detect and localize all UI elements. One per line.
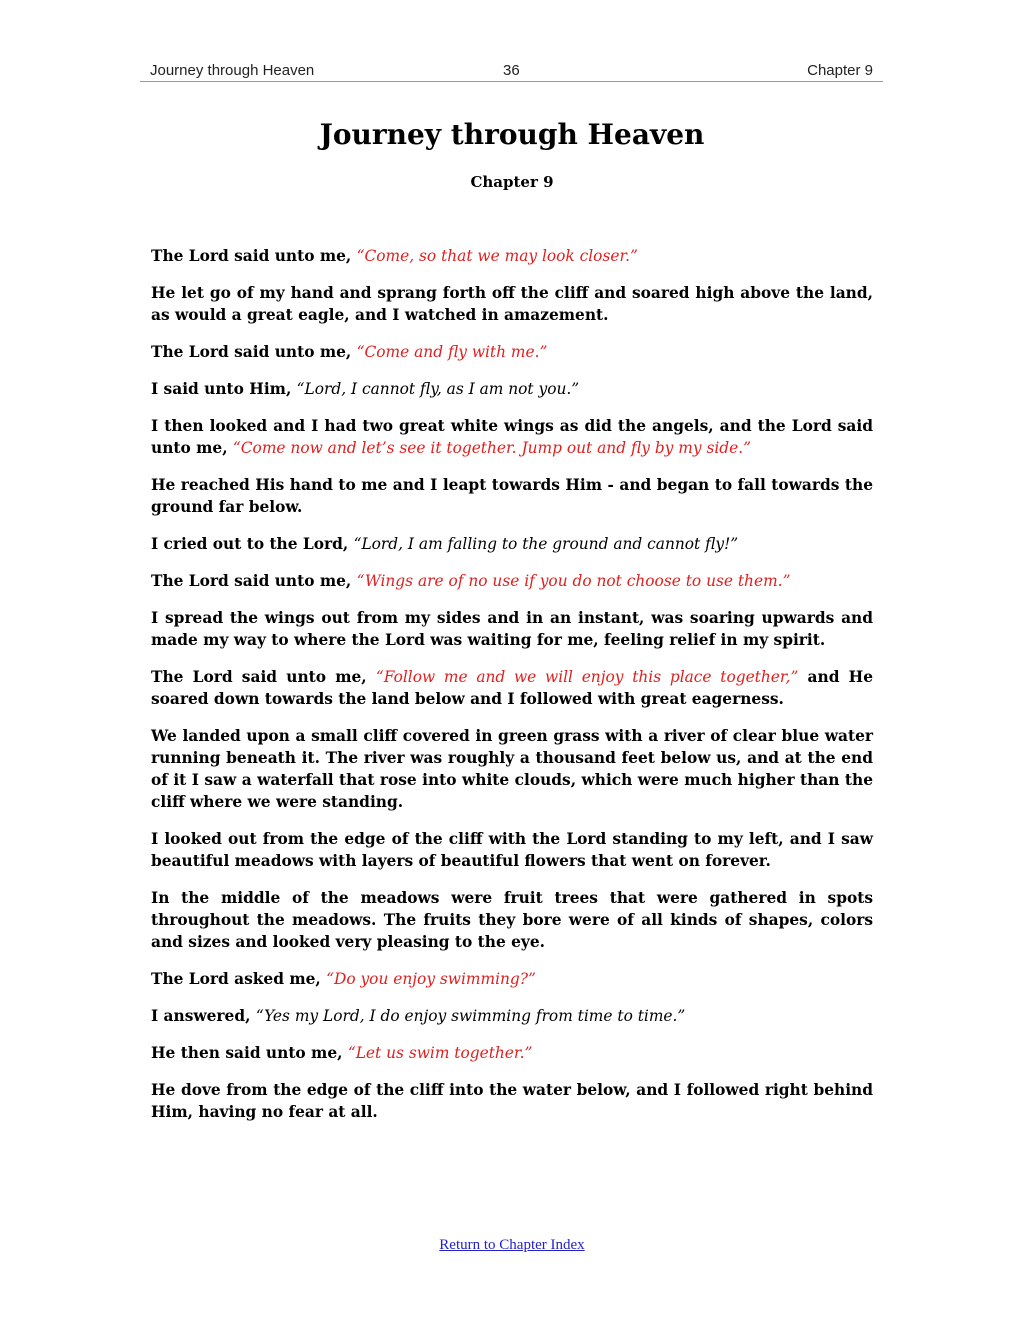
paragraph-text: He dove from the edge of the cliff into the water below, and I followed right behind Him, having no fear at all.	[151, 1081, 873, 1121]
paragraph	[151, 1042, 873, 1064]
lord-quote: “Come, so that we may look closer.”	[356, 247, 638, 265]
lord-quote: “Wings are of no use if you do not choose to use them.”	[356, 572, 791, 590]
paragraph-text: The Lord said unto me,	[151, 572, 357, 590]
paragraph-text: The Lord said unto me,	[151, 247, 357, 265]
paragraph-text-after: and He soared down towards the land below and I followed with great eagerness.	[151, 668, 873, 708]
paragraph-text: The Lord asked me,	[151, 970, 327, 988]
narrator-quote: “Lord, I am falling to the ground and cannot fly!”	[353, 535, 739, 553]
lord-quote: “Follow me and we will enjoy this place together,”	[375, 668, 799, 686]
paragraph	[151, 725, 873, 813]
paragraph-text: He reached His hand to me and I leapt towards Him - and began to fall towards the ground far below.	[151, 476, 873, 516]
paragraph-text: He let go of my hand and sprang forth off the cliff and soared high above the land, as would a great eagle, and I watched in amazement.	[151, 284, 873, 324]
return-to-chapter-index-link[interactable]: Return to Chapter Index	[439, 1237, 585, 1253]
paragraph	[151, 533, 873, 555]
paragraph	[151, 378, 873, 400]
paragraph-text: We landed upon a small cliff covered in green grass with a river of clear blue water running beneath it. The river was roughly a thousand feet below us, and at the end of it I saw a waterfall that rose into white clouds, which were much higher than the cliff where we were standing.	[151, 727, 873, 811]
paragraph	[151, 474, 873, 518]
chapter-body	[151, 245, 873, 1138]
paragraph	[151, 887, 873, 953]
paragraph	[151, 570, 873, 592]
paragraph-text: I said unto Him,	[151, 380, 297, 398]
paragraph-text: He then said unto me,	[151, 1044, 348, 1062]
header-chapter: Chapter 9	[807, 62, 873, 79]
paragraph-text: The Lord said unto me,	[151, 343, 357, 361]
paragraph-text: I cried out to the Lord,	[151, 535, 354, 553]
paragraph	[151, 1005, 873, 1027]
chapter-subtitle: Chapter 9	[470, 173, 554, 191]
paragraph-text: In the middle of the meadows were fruit trees that were gathered in spots throughout the meadows. The fruits they bore were of all kinds of shapes, colors and sizes and looked very pleasing to the eye.	[151, 889, 873, 951]
paragraph-text: I then looked and I had two great white wings as did the angels, and the Lord said unto me,	[151, 417, 873, 457]
header-page-number: 36	[503, 62, 520, 79]
paragraph	[151, 828, 873, 872]
paragraph	[151, 968, 873, 990]
page-title: Journey through Heaven	[319, 118, 705, 151]
paragraph	[151, 415, 873, 459]
paragraph	[151, 666, 873, 710]
running-header	[140, 60, 883, 82]
narrator-quote: “Lord, I cannot fly, as I am not you.”	[296, 380, 580, 398]
paragraph	[151, 1079, 873, 1123]
lord-quote: “Come now and let’s see it together. Jump out and fly by my side.”	[232, 439, 751, 457]
lord-quote: “Come and fly with me.”	[356, 343, 548, 361]
header-book-title: Journey through Heaven	[150, 62, 315, 79]
paragraph-text: I spread the wings out from my sides and in an instant, was soaring upwards and made my way to where the Lord was waiting for me, feeling relief in my spirit.	[151, 609, 873, 649]
lord-quote: “Let us swim together.”	[347, 1044, 533, 1062]
paragraph-text: I answered,	[151, 1007, 256, 1025]
paragraph-text: The Lord said unto me,	[151, 668, 376, 686]
footer	[0, 1237, 1024, 1254]
paragraph	[151, 245, 873, 267]
paragraph	[151, 607, 873, 651]
narrator-quote: “Yes my Lord, I do enjoy swimming from time to time.”	[255, 1007, 686, 1025]
paragraph	[151, 282, 873, 326]
paragraph-text: I looked out from the edge of the cliff with the Lord standing to my left, and I saw beautiful meadows with layers of beautiful flowers that went on forever.	[151, 830, 873, 870]
paragraph	[151, 341, 873, 363]
lord-quote: “Do you enjoy swimming?”	[326, 970, 536, 988]
